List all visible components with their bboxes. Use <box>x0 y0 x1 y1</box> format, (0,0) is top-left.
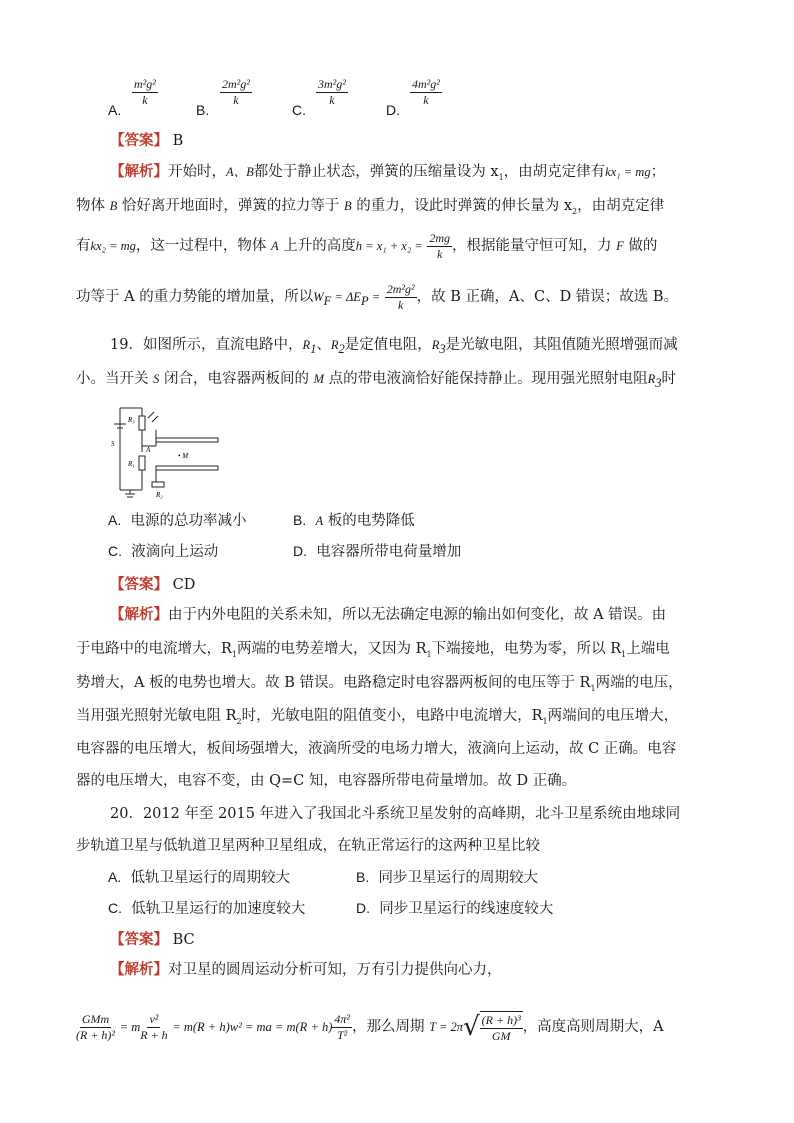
q20-option-c: C. 低轨卫星运行的加速度较大 <box>108 900 306 917</box>
fig-label-m: • M <box>178 452 189 460</box>
q19-stem-line-1: 19．如图所示，直流电路中，$R_1$、$R_2$是定值电阻，$R_3$是光敏电阻，其阻值随光照增强而减 <box>110 337 678 356</box>
q19-analysis-line-3: 势增大，A 板的电势也增大。故 B 错误。电路稳定时电容器两板间的电压等于 $R_1$两端的电压， <box>76 675 683 693</box>
velocity-frac: $\frac{\text{v²}}{R + h}$ <box>140 1011 168 1042</box>
answer-tag: 【答案】 <box>110 576 168 593</box>
height-frac: $\frac{2mg}{k}$ <box>429 230 451 261</box>
q18-option-a-label: A. <box>108 102 122 118</box>
answer-value: BC <box>172 932 195 948</box>
q19-option-a: A. 电源的总功率减小 <box>108 512 247 529</box>
sqrt-sign-icon: √ <box>463 1012 480 1042</box>
hooke-eq-1: kx₁ = mg <box>605 165 651 179</box>
q19-analysis-line-6: 器的电压增大，电容不变，由 Q=C 知，电容器所带电荷量增加。故 D 正确。 <box>76 773 577 789</box>
q19-analysis-line-4: 当用强光照射光敏电阻 $R_2$时，光敏电阻的阻值变小，电路中电流增大，$R_1$两端间的电压增大， <box>76 708 679 726</box>
q18-analysis-line-3: 有kx₂ = mg，这一过程中，物体 A 上升的高度h = x₁ + x₂ = $\frac{2mg}{k}$ ，根据能量守恒可知，力 F 做的 <box>76 230 658 261</box>
answer-value: CD <box>172 577 196 593</box>
q20-option-b: B. 同步卫星运行的周期较大 <box>356 869 538 886</box>
fig-label-r3: R₃ <box>128 416 135 424</box>
q18-option-c-label: C. <box>292 102 306 118</box>
q18-option-d-label: D. <box>386 102 400 118</box>
analysis-tag: 【解析】 <box>110 606 168 623</box>
period-frac: $\frac{\text{4π²}}{\text{T²}}$ <box>334 1011 351 1042</box>
analysis-tag: 【解析】 <box>110 163 168 180</box>
q19-stem-line-2: 小。当开关 S 闭合，电容器两板间的 M 点的带电液滴恰好能保持静止。现用强光照射电阻$R_3$时 <box>76 371 676 390</box>
q18-option-b-frac: $\frac{\text{2m²g²}}{k}$ <box>222 77 250 107</box>
q19-analysis-line-2: 于电路中的电流增大，$R_1$两端的电势差增大，又因为 $R_1$下端接地，电势为零，所以 $R_1$上端电 <box>76 641 670 659</box>
q18-option-b-label: B. <box>196 102 210 118</box>
q20-stem-line-2: 步轨道卫星与低轨道卫星两种卫星组成，在轨正常运行的这两种卫星比较 <box>76 838 540 854</box>
answer-value: B <box>172 133 184 149</box>
q20-stem-line-1: 20．2012 年至 2015 年进入了我国北斗系统卫星发射的高峰期，北斗卫星系统由地球同 <box>110 806 681 822</box>
fig-label-a: A <box>146 446 151 454</box>
q19-option-b: B. A 板的电势降低 <box>293 512 415 529</box>
fig-label-r1: R₁ <box>128 460 135 468</box>
q20-option-d: D. 同步卫星运行的线速度较大 <box>356 900 554 917</box>
sqrt-frac: $\frac{\text{(R + h)³}}{GM}$ <box>481 1013 521 1043</box>
q18-answer <box>110 126 183 156</box>
analysis-tag: 【解析】 <box>110 961 168 978</box>
work-frac: $\frac{\text{2m²g²}}{k}$ <box>386 281 415 312</box>
hooke-eq-2: kx₂ = mg <box>90 239 136 253</box>
answer-tag: 【答案】 <box>110 132 168 149</box>
q19-analysis-line-5: 电容器的电压增大，板间场强增大，液滴所受的电场力增大，液滴向上运动，故 C 正确。电容 <box>76 741 677 757</box>
q19-option-c: C. 液滴向上运动 <box>108 543 219 560</box>
height-eq: h = x₁ + x₂ = <box>355 239 423 253</box>
fig-label-r2: R₂ <box>156 491 163 499</box>
q20-analysis-line-1: 【解析】对卫星的圆周运动分析可知，万有引力提供向心力， <box>110 961 502 978</box>
q18-option-a-frac: $\frac{\text{m²g²}}{k}$ <box>134 77 156 107</box>
answer-tag: 【答案】 <box>110 931 168 948</box>
q18-analysis-line-1: 【解析】开始时，A、B都处于静止状态，弹簧的压缩量设为 $x_1$，由胡克定律有kx₁ = mg； <box>110 163 666 182</box>
q20-equation-line: $\frac{\text{GMm}}{\text{(R + h)²}}$ = m $\frac{\text{v²}}{R + h}$ = m(R + h)w² = ma = m(R + h) $\frac{\text{4π²}}{\text{T²}}$ ，那么周期 T = 2π√ $\frac{\text{(R + h)³}}{GM}$ ，高度高则周期大，A <box>76 1011 664 1043</box>
q18-option-d-frac: $\frac{\text{4m²g²}}{k}$ <box>412 77 440 107</box>
fig-label-s: S <box>111 440 115 448</box>
q19-answer <box>110 570 195 600</box>
gravity-frac: $\frac{\text{GMm}}{\text{(R + h)²}}$ <box>76 1011 116 1042</box>
q18-analysis-line-4: 功等于 A 的重力势能的增加量，所以$W_F = \Delta E_P$ = $\frac{\text{2m²g²}}{k}$ ，故 B 正确，A、C、D 错误；故选 B。 <box>76 281 679 312</box>
q19-analysis-line-1: 【解析】由于内外电阻的关系未知，所以无法确定电源的输出如何变化，故 A 错误。由 <box>110 606 667 623</box>
q18-analysis-line-2: 物体 B 恰好离开地面时，弹簧的拉力等于 B 的重力，设此时弹簧的伸长量为 $x_2$，由胡克定律 <box>76 198 665 216</box>
q18-options <box>108 74 488 120</box>
q19-circuit-diagram <box>108 402 228 500</box>
q20-answer <box>110 925 195 955</box>
q20-option-a: A. 低轨卫星运行的周期较大 <box>108 869 290 886</box>
q19-option-d: D. 电容器所带电荷量增加 <box>293 543 462 560</box>
q18-option-c-frac: $\frac{\text{3m²g²}}{k}$ <box>318 77 346 107</box>
